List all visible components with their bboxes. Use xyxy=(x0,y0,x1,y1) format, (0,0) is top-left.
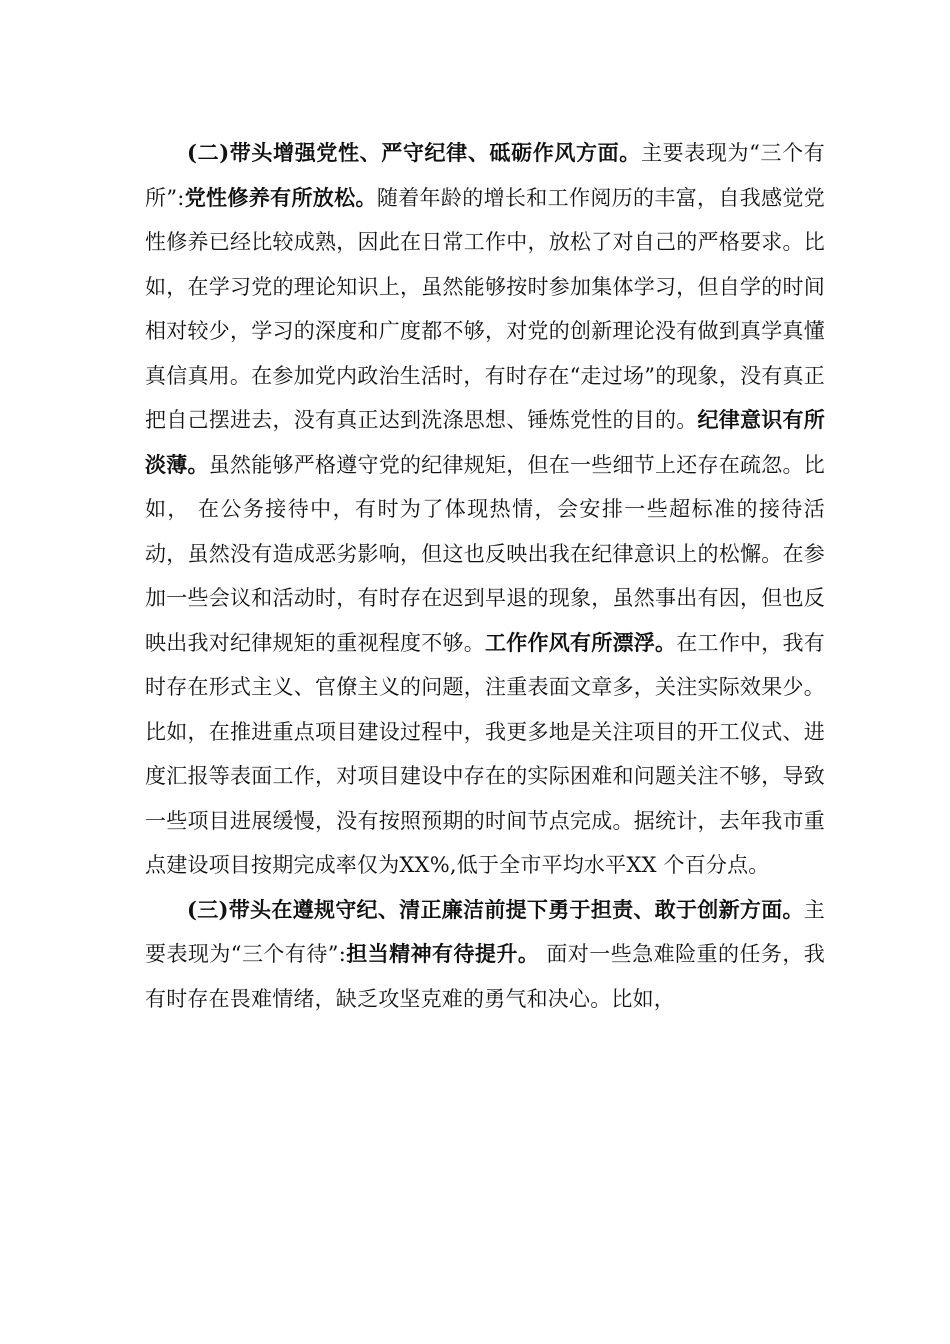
section-2-point-2-body: 虽然能够严格遵守党的纪律规矩，但在一些细节上还存在疏忽。比如， 在公务接待中，有时为了体现热情，会安排一些超标准的接待活动，虽然没有造成恶劣影响，但这也反映出我在纪律意识上的松懈。在参加一些会议和活动时，有时存在迟到早退的现象，虽然事出有因，但也反映出我对纪律规矩的重视程度不够。 xyxy=(145,452,825,655)
section-2-point-1-body: 随着年龄的增长和工作阅历的丰富，自我感觉党性修养已经比较成熟，因此在日常工作中，放松了对自己的严格要求。比如，在学习党的理论知识上，虽然能够按时参加集体学习，但自学的时间相对较少，学习的深度和广度都不够，对党的创新理论没有做到真学真懂真信真用。在参加党内政治生活时，有时存在“走过场”的现象，没有真正把自己摆进去，没有真正达到洗涤思想、锤炼党性的目的。 xyxy=(145,185,825,432)
document-body xyxy=(145,131,825,1021)
section-2-point-1-title: 党性修养有所放松。 xyxy=(184,184,377,210)
paragraph-section-2 xyxy=(145,131,825,888)
section-3-point-1-body: 面对一些急难险重的任务，我有时存在畏难情绪，缺乏攻坚克难的勇气和决心。比如， xyxy=(145,942,825,1011)
section-2-point-3-body: 在工作中，我有时存在形式主义、官僚主义的问题，注重表面文章多，关注实际效果少。 比如，在推进重点项目建设过程中，我更多地是关注项目的开工仪式、进度汇报等表面工作，对项目建设中存在的实际困难和问题关注不够，导致一些项目进展缓慢，没有按照预期的时间节点完成。据统计，去年我市重点建设项目按期完成率仅为XX%,低于全市平均水平XX 个百分点。 xyxy=(145,630,825,877)
section-3-heading: (三)带头在遵规守纪、清正廉洁前提下勇于担责、敢于创新方面。 xyxy=(187,896,804,922)
section-3-point-1-title: 担当精神有待提升。 xyxy=(345,941,540,966)
section-2-intro: 主要表现为“三个有所”: xyxy=(145,141,825,210)
section-2-heading: (二)带头增强党性、严守纪律、砥砺作风方面。 xyxy=(187,140,641,165)
section-2-point-3-title: 工作作风有所漂浮。 xyxy=(485,629,677,655)
section-3-intro: 主要表现为“三个有待”: xyxy=(145,897,825,966)
paragraph-section-3 xyxy=(145,888,825,1022)
section-2-point-2-title: 纪律意识有所淡薄。 xyxy=(145,407,826,477)
